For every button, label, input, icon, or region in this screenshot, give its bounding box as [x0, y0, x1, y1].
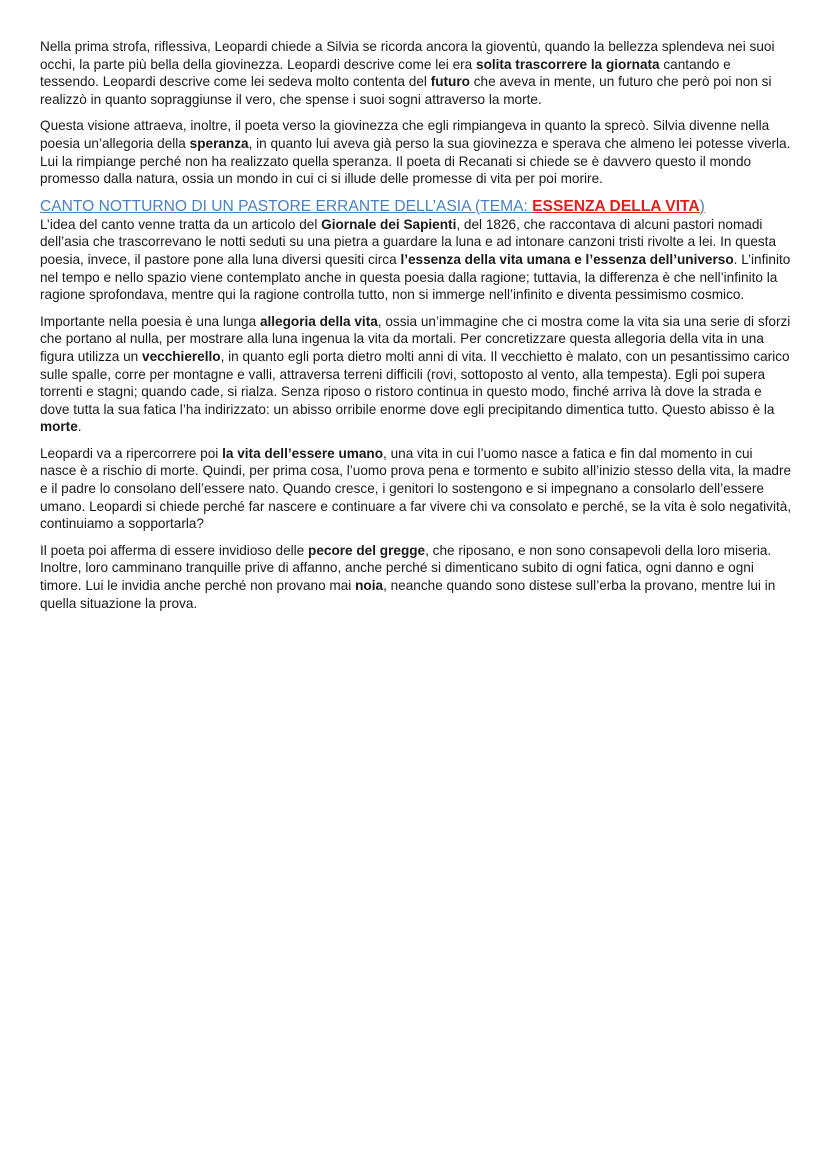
bold-text: noia: [355, 578, 384, 594]
text-run: , in quanto lui aveva già perso la sua giovinezza e sperava che almeno lei potesse viverla. Lui la rimpiange perché non ha realizzato quella speranza. Il poeta di Recanati si chiede se è davvero questo il mondo promesso dalla natura, ossia un mondo in cui ci si illude delle promesse di vita per poi morire.: [40, 135, 791, 187]
section-heading: [40, 197, 792, 216]
text-run: , in quanto egli porta dietro molti anni di vita. Il vecchietto è malato, con un pesantissimo carico sulle spalle, corre per montagne e valli, attraversa terreni difficili (rovi, sottoposto al vento, alla tempesta). Egli poi supera torrenti e stagni; quando cade, si rialza. Senza riposo o ristoro continua in questo modo, finché arriva là dove la strada e dove tutta la sua fatica l’ha indirizzato: un abisso orribile enorme dove egli precipitando dimentica tutto. Questo abisso è la: [40, 348, 790, 417]
paragraph: [40, 445, 792, 533]
text-run: che aveva in mente, un futuro che però poi non si realizzò in quanto sopraggiunse il vero, che spense i suoi sogni attraverso la morte.: [40, 74, 772, 107]
intro-section: [40, 38, 792, 188]
text-run: , ossia un’immagine che ci mostra come la vita sia una serie di sforzi che portano al nulla, per mostrare alla luna ingenua la vita da mortali. Per concretizzare questa allegoria della vita in una figura utilizza un: [40, 313, 791, 364]
canto-section: [40, 216, 792, 612]
bold-text: Giornale dei Sapienti: [321, 216, 457, 232]
text-run: , neanche quando sono distese sull’erba la provano, mentre lui in quella situazione la prova.: [40, 578, 776, 611]
text-run: .: [77, 419, 82, 435]
bold-text: l’essenza della vita umana e l’essenza dell’universo: [400, 251, 734, 267]
paragraph: [40, 117, 792, 187]
section-heading-theme: ESSENZA DELLA VITA: [532, 197, 700, 215]
bold-text: futuro: [430, 74, 470, 90]
bold-text: morte: [40, 419, 78, 435]
text-run: Il poeta poi afferma di essere invidioso delle: [40, 542, 309, 558]
text-run: Questa visione attraeva, inoltre, il poeta verso la giovinezza che egli rimpiangeva in quanto la sprecò. Silvia divenne nella poesia un’allegoria della: [40, 118, 770, 151]
bold-text: la vita dell’essere umano: [222, 445, 384, 461]
text-run: , del 1826, che raccontava di alcuni pastori nomadi dell’asia che trascorrevano le notti seduti su una pietra a guardare la luna e ad intonare canzoni tristi rivolte a lei. In questa poesia, invece, il pastore pone alla luna diversi quesiti circa: [40, 216, 777, 267]
bold-text: vecchierello: [142, 348, 221, 364]
text-run: , che riposano, e non sono consapevoli della loro miseria. Inoltre, loro camminano tranquille prive di affanno, anche perché si dimenticano subito di ogni fatica, ogni danno e ogni timore. Lui le invidia anche perché non provano mai: [40, 542, 772, 594]
text-run: , una vita in cui l’uomo nasce a fatica e fin dal momento in cui nasce è a rischio di morte. Quindi, per prima cosa, l’uomo prova pena e tormento e subito all’inizio stesso della vita, la madre e il padre lo consolano dell’essere nato. Quando cresce, i genitori lo sostengono e si impegnano a consolarlo dell’essere umano. Leopardi si chiede perché far nascere e continuare a far vivere chi va consolato e perché, se la vita è solo negatività, continuiamo a sopportarla?: [40, 445, 792, 532]
text-run: . L’infinito nel tempo e nello spazio viene contemplato anche in questa poesia dalla ragione; tuttavia, la differenza è che nell’infinito la ragione sprofondava, mentre qui la ragione controlla tutto, non si immerge nell’infinito e diventa pessimismo cosmico.: [40, 251, 791, 303]
paragraph: [40, 38, 792, 108]
bold-text: solita trascorrere la giornata: [476, 56, 660, 72]
bold-text: speranza: [189, 135, 249, 151]
section-heading-title: CANTO NOTTURNO DI UN PASTORE ERRANTE DELL’ASIA (TEMA:: [40, 197, 533, 215]
document-page: [40, 38, 792, 621]
paragraph: [40, 216, 792, 304]
paragraph: [40, 542, 792, 612]
text-run: cantando e tessendo. Leopardi descrive come lei sedeva molto contenta del: [40, 56, 731, 90]
bold-text: pecore del gregge: [308, 542, 426, 558]
paragraph: [40, 313, 792, 436]
text-run: Nella prima strofa, riflessiva, Leopardi chiede a Silvia se ricorda ancora la gioventù, quando la bellezza splendeva nei suoi occhi, la parte più bella della giovinezza. Leopardi descrive come lei era: [40, 39, 775, 72]
bold-text: allegoria della vita: [259, 313, 378, 329]
text-run: Leopardi va a ripercorrere poi: [40, 445, 223, 461]
text-run: L’idea del canto venne tratta da un articolo del: [40, 216, 322, 232]
section-heading-suffix: ): [699, 197, 705, 215]
text-run: Importante nella poesia è una lunga: [40, 313, 260, 329]
